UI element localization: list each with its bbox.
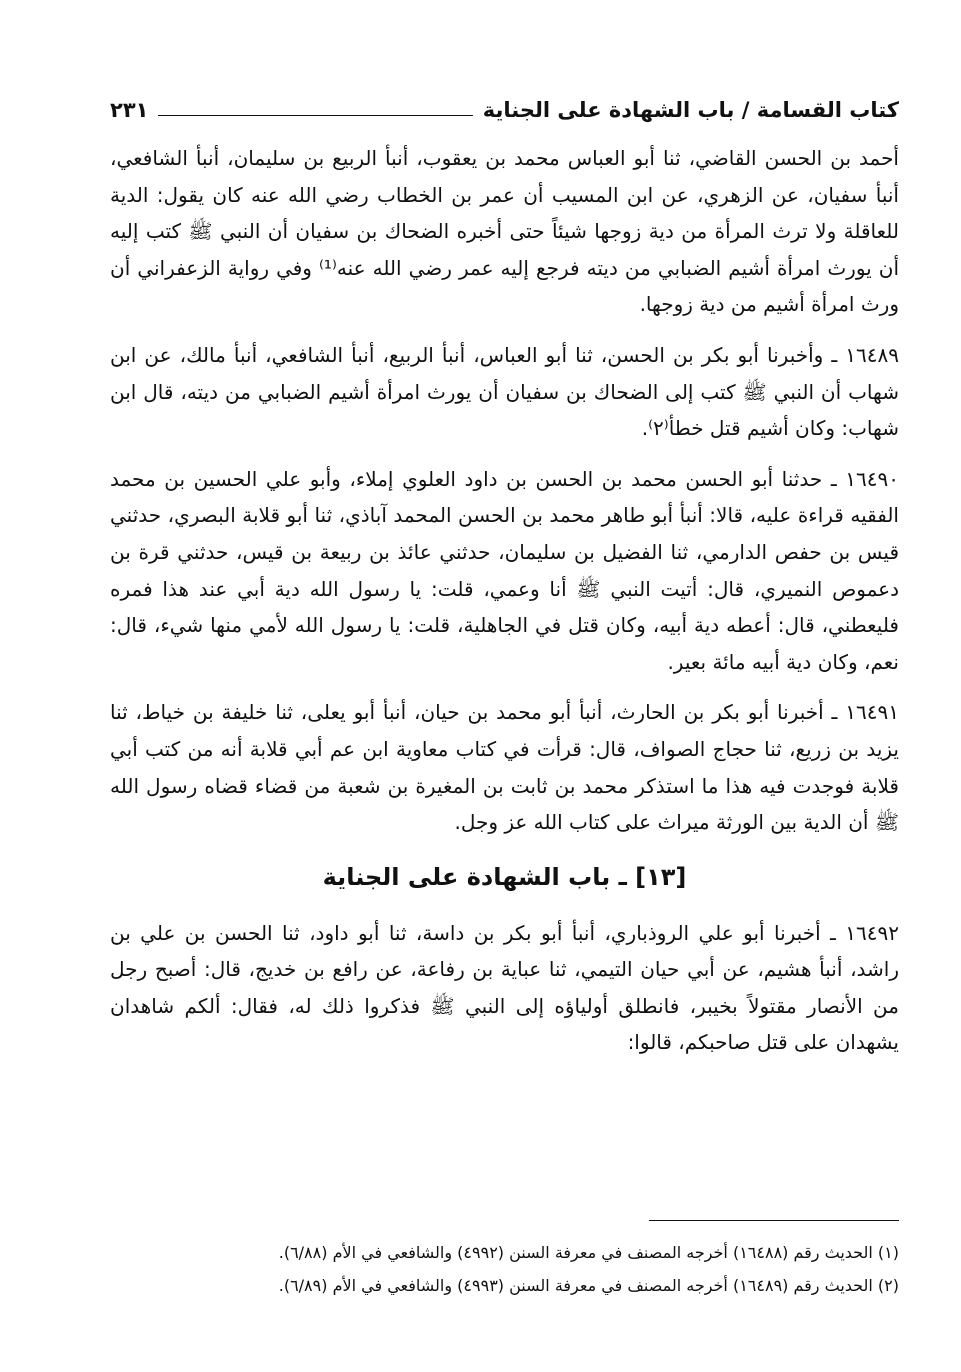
main-text [110, 140, 899, 1075]
running-header-title: كتاب القسامة / باب الشهادة على الجناية [482, 98, 899, 122]
hadith-16489: ١٦٤٨٩ ـ وأخبرنا أبو بكر بن الحسن، ثنا أبو العباس، أنبأ الربيع، أنبأ الشافعي، أنبأ مالك، عن ابن شهاب أن النبي ﷺ كتب إلى الضحاك بن سفيان أن يورث امرأة أشيم الضبابي من ديته، قال ابن شهاب: وكان أشيم قتل خطأ⁽٢⁾. [110, 342, 899, 441]
paragraph-continuation: أحمد بن الحسن القاضي، ثنا أبو العباس محمد بن يعقوب، أنبأ الربيع بن سليمان، أنبأ الشافعي، أنبأ سفيان، عن الزهري، عن ابن المسيب أن عمر بن الخطاب رضي الله عنه كان يقول: الدية للعاقلة ولا ترث المرأة من دية زوجها شيئاً حتى أخبره الضحاك بن سفيان أن النبي ﷺ كتب إليه أن يورث امرأة أشيم الضبابي من ديته فرجع إليه عمر رضي الله عنه⁽¹⁾ وفي رواية الزعفراني أن ورث امرأة أشيم من دية زوجها. [110, 146, 899, 317]
footnote-2: (٢) الحديث رقم (١٦٤٨٩) أخرجه المصنف في معرفة السنن (٤٩٩٣) والشافعي في الأم (٦/٨٩). [278, 1276, 899, 1295]
hadith-16491: ١٦٤٩١ ـ أخبرنا أبو بكر بن الحارث، أنبأ أبو محمد بن حيان، أنبأ أبو يعلى، ثنا خليفة بن خياط، ثنا يزيد بن زريع، ثنا حجاج الصواف، قال: قرأت في كتاب معاوية ابن عم أبي قلابة أنه من كتب أبي قلابة فوجدت فيه هذا ما استذكر محمد بن ثابت بن المغيرة بن شعبة من قضاء قضاه رسول الله ﷺ أن الدية بين الورثة ميراث على كتاب الله عز وجل. [110, 700, 899, 835]
header-rule [158, 114, 472, 116]
footnote-divider [649, 1220, 899, 1221]
footnotes [110, 1236, 899, 1302]
page-number: ٢٣١ [110, 98, 149, 122]
hadith-16490: ١٦٤٩٠ ـ حدثنا أبو الحسن محمد بن الحسن بن داود العلوي إملاء، وأبو علي الحسين بن محمد الفقيه قراءة عليه، قالا: أنبأ أبو طاهر محمد بن الحسن المحمد آباذي، ثنا أبو قلابة البصري، حدثني قيس بن حفص الدارمي، ثنا الفضيل بن سليمان، حدثني عائذ بن ربيعة بن قيس، حدثني قرة بن دعموص النميري، قال: أتيت النبي ﷺ أنا وعمي، قلت: يا رسول الله دية أبي عند هذا فمره فليعطني، قال: أعطه دية أبيه، وكان قتل في الجاهلية، قلت: يا رسول الله لأمي منها شيء، قال: نعم، وكان دية أبيه مائة بعير. [110, 466, 899, 674]
footnote-1: (١) الحديث رقم (١٦٤٨٨) أخرجه المصنف في معرفة السنن (٤٩٩٢) والشافعي في الأم (٦/٨٨). [278, 1243, 899, 1262]
running-header [110, 86, 899, 126]
section-heading: [١٣] ـ باب الشهادة على الجناية [322, 862, 687, 891]
hadith-16492: ١٦٤٩٢ ـ أخبرنا أبو علي الروذباري، أنبأ أبو بكر بن داسة، ثنا أبو داود، ثنا الحسن بن علي بن راشد، أنبأ هشيم، عن أبي حيان التيمي، ثنا عباية بن رفاعة، عن رافع بن خديج، قال: أصبح رجل من الأنصار مقتولاً بخيبر، فانطلق أولياؤه إلى النبي ﷺ فذكروا ذلك له، فقال: ألكم شاهدان يشهدان على قتل صاحبكم، قالوا: [110, 920, 899, 1055]
